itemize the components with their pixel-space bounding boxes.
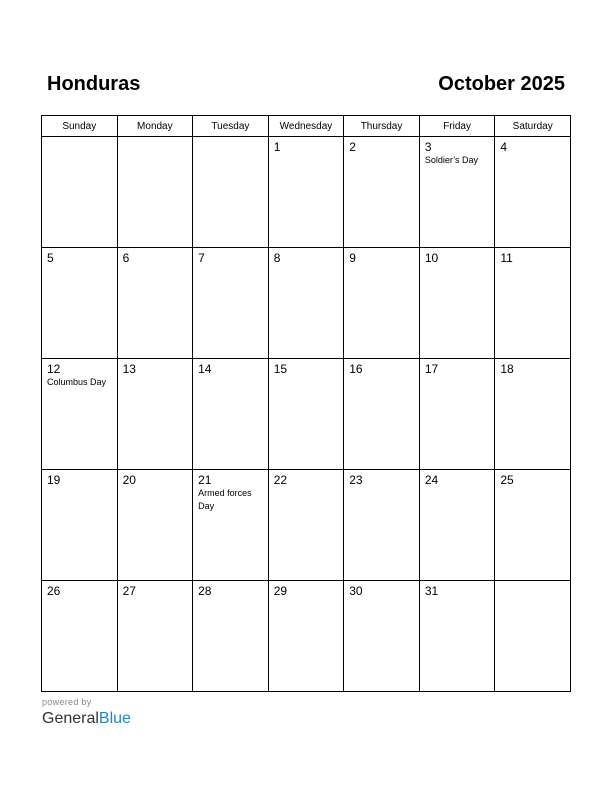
day-number: 12 xyxy=(47,362,61,376)
day-number: 18 xyxy=(500,362,514,376)
day-cell xyxy=(344,581,420,692)
day-cell xyxy=(344,470,420,581)
day-cell xyxy=(42,248,118,359)
day-number: 16 xyxy=(349,362,363,376)
day-number xyxy=(193,137,268,140)
footer-branding xyxy=(42,697,131,729)
day-number: 22 xyxy=(273,473,288,487)
day-number: 27 xyxy=(122,584,136,598)
day-cell xyxy=(42,359,118,470)
day-cell xyxy=(495,137,571,248)
day-cell xyxy=(419,470,495,581)
day-number: 20 xyxy=(122,473,136,487)
week-row xyxy=(42,137,571,248)
brand-general-text: General xyxy=(42,710,99,727)
holiday-label: Soldier’s Day xyxy=(424,155,479,165)
powered-by-text: powered by xyxy=(42,697,92,707)
day-number: 13 xyxy=(122,362,136,376)
day-number: 29 xyxy=(273,584,288,598)
day-cell xyxy=(193,248,269,359)
day-number xyxy=(495,581,570,584)
day-number: 14 xyxy=(198,362,212,376)
day-cell xyxy=(495,359,571,470)
weekday-header-thursday: Thursday xyxy=(344,116,420,137)
day-number: 25 xyxy=(500,473,514,487)
day-cell xyxy=(117,248,193,359)
week-row xyxy=(42,248,571,359)
generalblue-logo[interactable] xyxy=(42,709,131,729)
day-number: 8 xyxy=(273,251,281,265)
brand-blue-text: Blue xyxy=(98,710,131,727)
day-cell xyxy=(42,470,118,581)
day-cell xyxy=(193,470,269,581)
weekday-header-tuesday: Tuesday xyxy=(193,116,269,137)
day-cell xyxy=(419,248,495,359)
day-cell xyxy=(268,137,344,248)
holiday-label: Columbus Day xyxy=(47,377,107,387)
day-number: 6 xyxy=(122,251,130,265)
day-number: 26 xyxy=(47,584,61,598)
weekday-header-wednesday: Wednesday xyxy=(268,116,344,137)
week-row xyxy=(42,359,571,470)
day-cell xyxy=(419,359,495,470)
day-number: 31 xyxy=(424,584,439,598)
holiday-label: Armed forces Day xyxy=(198,488,252,511)
day-number: 2 xyxy=(349,140,356,154)
day-cell xyxy=(419,137,495,248)
day-number: 1 xyxy=(273,140,281,154)
day-cell xyxy=(117,581,193,692)
day-cell xyxy=(344,248,420,359)
weekday-header-saturday: Saturday xyxy=(495,116,571,137)
day-number: 11 xyxy=(500,251,513,265)
day-cell xyxy=(42,581,118,692)
day-cell xyxy=(419,581,495,692)
day-cell xyxy=(268,470,344,581)
day-number: 7 xyxy=(198,251,205,265)
day-cell xyxy=(117,359,193,470)
day-number: 15 xyxy=(273,362,288,376)
day-cell xyxy=(193,581,269,692)
month-title: October 2025 xyxy=(438,73,565,95)
weekday-header-row xyxy=(42,116,571,137)
day-number: 9 xyxy=(349,251,356,265)
day-number: 5 xyxy=(47,251,54,265)
calendar-grid xyxy=(41,115,571,692)
week-row xyxy=(42,581,571,692)
day-cell xyxy=(344,137,420,248)
day-cell xyxy=(117,470,193,581)
day-cell xyxy=(268,581,344,692)
day-number: 24 xyxy=(424,473,439,487)
day-cell xyxy=(42,137,118,248)
day-number: 19 xyxy=(47,473,61,487)
weekday-header-monday: Monday xyxy=(117,116,193,137)
day-cell xyxy=(495,470,571,581)
day-cell xyxy=(268,248,344,359)
day-cell xyxy=(495,248,571,359)
day-cell xyxy=(344,359,420,470)
day-number: 17 xyxy=(424,362,439,376)
day-number: 3 xyxy=(424,140,432,154)
day-number: 23 xyxy=(349,473,363,487)
day-cell xyxy=(193,359,269,470)
day-cell xyxy=(193,137,269,248)
day-number: 10 xyxy=(424,251,439,265)
day-number xyxy=(118,137,193,140)
day-cell xyxy=(117,137,193,248)
day-number xyxy=(42,137,117,140)
country-title: Honduras xyxy=(47,73,141,95)
day-cell xyxy=(495,581,571,692)
weekday-header-sunday: Sunday xyxy=(42,116,118,137)
day-number: 28 xyxy=(198,584,212,598)
day-number: 4 xyxy=(500,140,508,154)
week-row xyxy=(42,470,571,581)
day-cell xyxy=(268,359,344,470)
day-number: 30 xyxy=(349,584,363,598)
weekday-header-friday: Friday xyxy=(419,116,495,137)
day-number: 21 xyxy=(198,473,212,487)
